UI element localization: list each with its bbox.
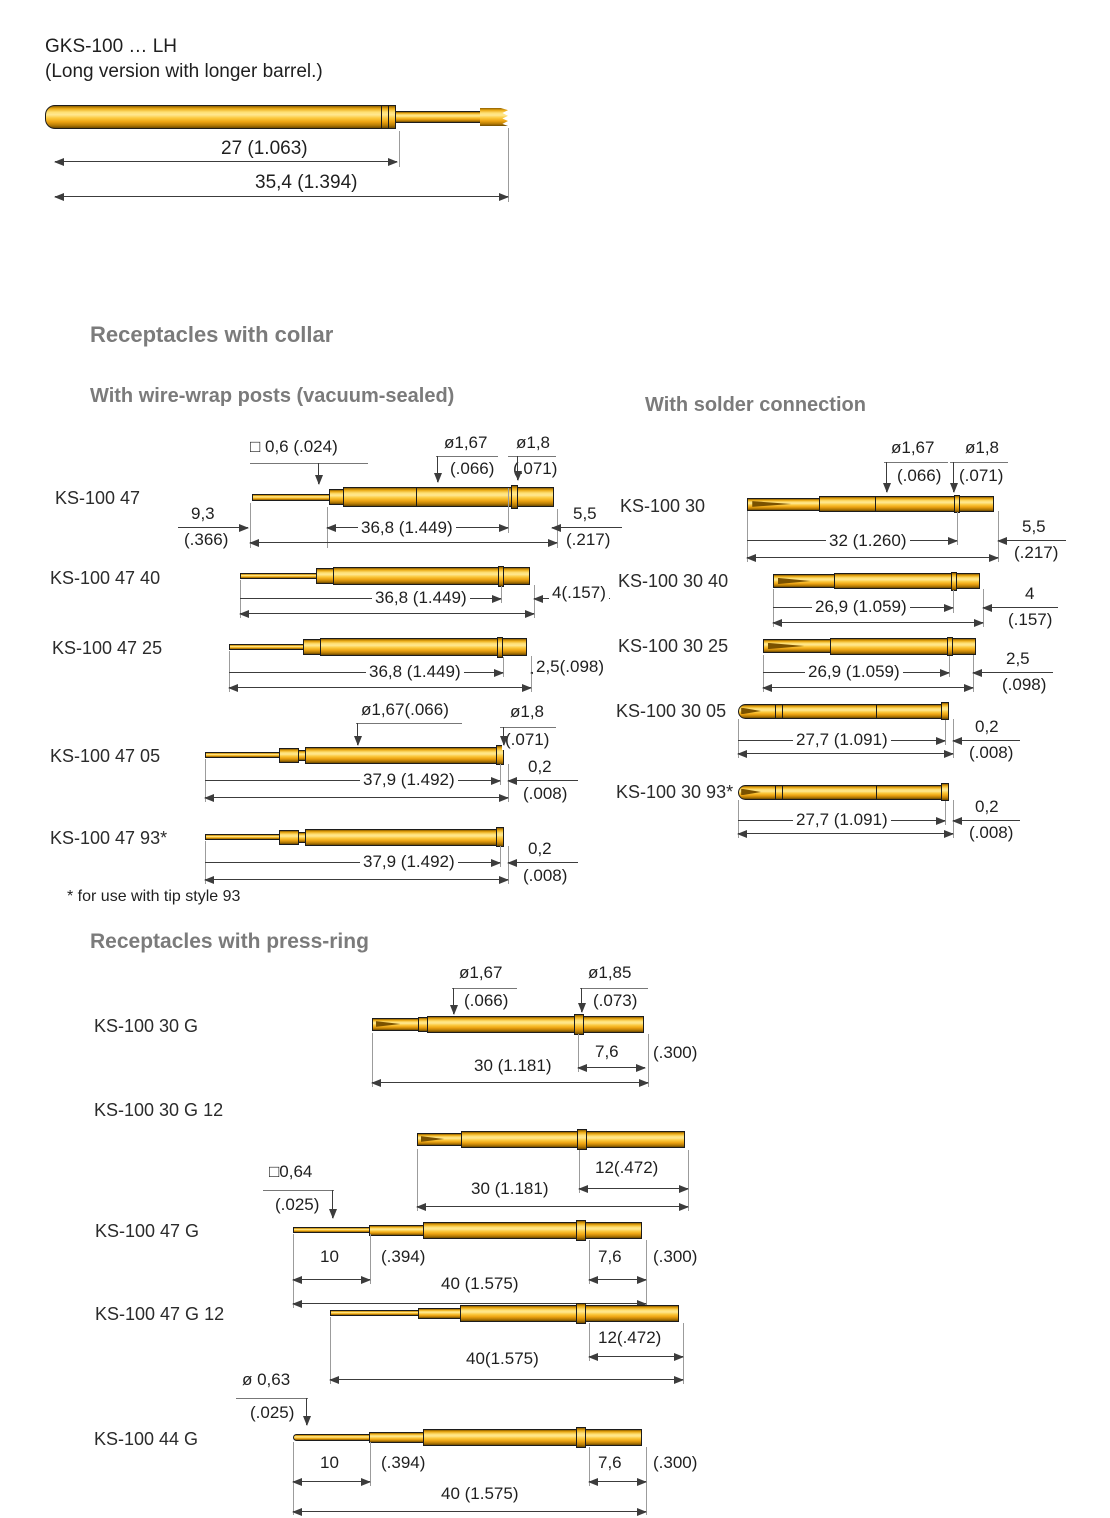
diameter-annotation: ø1,8	[507, 702, 547, 722]
end-dimension: 5,5	[1019, 517, 1049, 537]
leader-arrow	[503, 727, 504, 745]
leader-line	[236, 1398, 308, 1399]
length-dimension: 40 (1.575)	[438, 1274, 522, 1294]
leader-line	[508, 456, 556, 457]
end-dimension: 2,5(.098)	[533, 657, 607, 677]
end-dimension: 0,2	[525, 839, 555, 859]
leader-line	[580, 988, 648, 989]
dimension-line	[293, 1481, 370, 1482]
end-dimension: 0,2	[972, 797, 1002, 817]
end-dimension-inch: (.217)	[563, 530, 613, 550]
probe-drawing	[293, 1425, 642, 1449]
length-dimension: 27,7 (1.091)	[793, 810, 891, 830]
dimension-line	[240, 613, 534, 614]
dimension-line	[293, 1279, 370, 1280]
extension-line	[646, 1240, 647, 1308]
leader-line	[250, 463, 368, 464]
length-dimension: 30 (1.181)	[471, 1056, 555, 1076]
end-dimension-inch: (.008)	[966, 823, 1016, 843]
extension-line	[293, 1234, 294, 1308]
length-dimension: 36,8 (1.449)	[358, 518, 456, 538]
diameter-annotation: ø1,67	[888, 438, 937, 458]
tail-dimension: 7,6	[595, 1453, 625, 1473]
end-dimension-inch: (.157)	[1005, 610, 1055, 630]
leader-arrow	[357, 723, 358, 745]
part-label: KS-100 30 G	[94, 1016, 199, 1036]
dimension-line	[773, 622, 983, 623]
length-dimension: 27,7 (1.091)	[793, 730, 891, 750]
probe-drawing	[738, 780, 949, 804]
probe-drawing	[417, 1127, 685, 1151]
diameter-annotation-inch: (.066)	[447, 459, 497, 479]
solder-cup-tip	[738, 785, 776, 800]
diameter-annotation: ø1,67	[456, 963, 505, 983]
leader-line	[884, 462, 948, 463]
diameter-annotation-inch: (.071)	[502, 730, 552, 750]
part-label: KS-100 30 25	[618, 636, 729, 656]
diameter-annotation-inch: (.073)	[590, 991, 640, 1011]
length-dimension: 36,8 (1.449)	[372, 588, 470, 608]
dimension-line	[953, 740, 1020, 741]
leader-line	[500, 727, 556, 728]
length-dimension: 26,9 (1.059)	[805, 662, 903, 682]
length-dimension: 40(1.575)	[463, 1349, 542, 1369]
tail-dimension-inch: (.300)	[650, 1247, 700, 1267]
dimension-line	[552, 527, 622, 528]
diameter-annotation: ø1,8	[962, 438, 1002, 458]
dimension-line	[589, 1279, 646, 1280]
part-label: KS-100 47 40	[50, 568, 161, 588]
end-dimension: 5,5	[570, 504, 600, 524]
dimension-line	[330, 1379, 683, 1380]
front-dimension: 10	[317, 1453, 342, 1473]
part-label: KS-100 30 93*	[616, 782, 734, 802]
part-label: KS-100 47 G 12	[95, 1304, 225, 1324]
end-dimension-inch: (.008)	[520, 784, 570, 804]
front-dimension-inch: (.394)	[378, 1247, 428, 1267]
part-label: KS-100 30 40	[618, 571, 729, 591]
dimension-line	[55, 161, 397, 162]
length-dimension: 26,9 (1.059)	[812, 597, 910, 617]
solder-cup-tip	[372, 1018, 419, 1031]
probe-drawing	[293, 1218, 642, 1242]
dimension-line	[738, 833, 953, 834]
square-post-annotation-inch: (.025)	[272, 1195, 322, 1215]
dimension-line	[55, 196, 508, 197]
dimension-line	[973, 672, 1053, 673]
end-dimension-inch: (.098)	[999, 675, 1049, 695]
dimension-line	[178, 527, 248, 528]
tail-dimension: 12(.472)	[592, 1158, 661, 1178]
diameter-annotation: ø1,85	[585, 963, 634, 983]
diameter-annotation: ø 0,63	[239, 1370, 293, 1390]
crown-tip	[480, 108, 508, 126]
page-title: GKS-100 … LH	[45, 36, 177, 57]
dimension-line	[953, 820, 1020, 821]
probe-drawing	[205, 825, 504, 849]
solder-cup-tip	[738, 704, 776, 719]
leader-arrow	[437, 456, 438, 482]
section-heading-solder: With solder connection	[645, 394, 866, 416]
dimension-line	[589, 1356, 683, 1357]
length-dimension: 32 (1.260)	[826, 531, 910, 551]
dimension-line	[579, 1188, 688, 1189]
solder-cup-tip	[417, 1133, 462, 1146]
tail-dimension-inch: (.300)	[650, 1453, 700, 1473]
front-dimension: 10	[317, 1247, 342, 1267]
leader-arrow	[581, 988, 582, 1012]
dimension-line	[983, 607, 1058, 608]
tail-dimension: 12(.472)	[595, 1328, 664, 1348]
length-dimension: 40 (1.575)	[438, 1484, 522, 1504]
leader-arrow	[886, 462, 887, 492]
part-label: KS-100 30	[620, 496, 706, 516]
diameter-annotation: ø1,67(.066)	[358, 700, 452, 720]
footnote: * for use with tip style 93	[67, 888, 241, 905]
leader-arrow	[953, 462, 954, 492]
end-dimension: 4	[1022, 584, 1037, 604]
dimension-line	[417, 1206, 688, 1207]
dimension-line	[250, 542, 557, 543]
tail-dimension-inch: (.300)	[650, 1043, 700, 1063]
section-heading-collar: Receptacles with collar	[90, 322, 334, 347]
dimension-line	[372, 1082, 648, 1083]
probe-drawing	[763, 634, 976, 658]
part-label: KS-100 47 93*	[50, 828, 168, 848]
leader-line	[452, 988, 517, 989]
part-label: KS-100 47 05	[50, 746, 161, 766]
diameter-annotation-inch: (.071)	[510, 459, 560, 479]
dimension-text-inch: (.366)	[181, 530, 231, 550]
diameter-annotation-inch: (.071)	[956, 466, 1006, 486]
leader-arrow	[306, 1398, 307, 1425]
probe-drawing	[229, 635, 527, 659]
part-label: KS-100 44 G	[94, 1429, 199, 1449]
diameter-annotation: ø1,8	[513, 433, 553, 453]
probe-drawing	[240, 564, 530, 588]
dimension-line	[589, 1481, 646, 1482]
probe-drawing	[205, 743, 504, 767]
dimension-line	[998, 540, 1066, 541]
part-label: KS-100 47 25	[52, 638, 163, 658]
end-dimension-inch: (.008)	[966, 743, 1016, 763]
leader-arrow	[318, 463, 319, 484]
end-dimension: 0,2	[525, 757, 555, 777]
part-label: KS-100 47	[55, 488, 141, 508]
extension-line	[508, 128, 509, 202]
dimension-text: 9,3	[188, 504, 218, 524]
probe-drawing	[773, 569, 980, 593]
dimension-line	[205, 879, 508, 880]
dimension-line	[763, 687, 973, 688]
tail-dimension: 7,6	[595, 1247, 625, 1267]
tail-dimension: 7,6	[592, 1042, 622, 1062]
extension-line	[330, 1317, 331, 1384]
leader-arrow	[332, 1190, 333, 1218]
dimension-line	[293, 1511, 646, 1512]
dimension-line	[747, 557, 998, 558]
diameter-annotation-inch: (.066)	[461, 991, 511, 1011]
probe-drawing	[738, 699, 949, 723]
dimension-line	[229, 687, 531, 688]
diameter-annotation: ø1,67	[441, 433, 490, 453]
page-subtitle: (Long version with longer barrel.)	[45, 61, 323, 82]
leader-line	[436, 456, 498, 457]
leader-line	[356, 723, 462, 724]
end-dimension-inch: (.217)	[1011, 543, 1061, 563]
length-dimension: 36,8 (1.449)	[366, 662, 464, 682]
length-dimension: 37,9 (1.492)	[360, 770, 458, 790]
leader-arrow	[453, 988, 454, 1014]
end-dimension: 0,2	[972, 717, 1002, 737]
solder-cup-tip	[763, 639, 831, 653]
end-dimension: 4(.157)	[549, 583, 609, 603]
probe-drawing	[330, 1301, 679, 1325]
square-post-annotation: □ 0,6 (.024)	[247, 437, 341, 457]
dimension-line	[738, 753, 953, 754]
leader-arrow	[517, 456, 518, 480]
solder-cup-tip	[773, 574, 835, 588]
extension-line	[399, 131, 400, 167]
end-dimension: 2,5	[1003, 649, 1033, 669]
square-post-annotation: □0,64	[266, 1162, 315, 1182]
dimension-text: 27 (1.063)	[218, 138, 311, 160]
probe-drawing-gks-100-lh	[45, 105, 508, 129]
part-label: KS-100 30 05	[616, 701, 727, 721]
diameter-annotation-inch: (.066)	[894, 466, 944, 486]
dimension-line	[508, 862, 578, 863]
solder-cup-tip	[747, 498, 820, 511]
leader-line	[950, 462, 1008, 463]
dimension-line	[578, 1067, 645, 1068]
part-label: KS-100 47 G	[95, 1221, 200, 1241]
end-dimension-inch: (.008)	[520, 866, 570, 886]
dimension-line	[508, 780, 578, 781]
length-dimension: 30 (1.181)	[468, 1179, 552, 1199]
dimension-text: 35,4 (1.394)	[252, 172, 360, 194]
diameter-annotation-inch: (.025)	[247, 1403, 297, 1423]
leader-line	[263, 1190, 334, 1191]
section-heading-pressring: Receptacles with press-ring	[90, 930, 369, 953]
dimension-line	[205, 797, 508, 798]
probe-drawing	[372, 1012, 644, 1036]
length-dimension: 37,9 (1.492)	[360, 852, 458, 872]
part-label: KS-100 30 G 12	[94, 1100, 224, 1120]
front-dimension-inch: (.394)	[378, 1453, 428, 1473]
section-heading-wirewrap: With wire-wrap posts (vacuum-sealed)	[90, 385, 455, 407]
